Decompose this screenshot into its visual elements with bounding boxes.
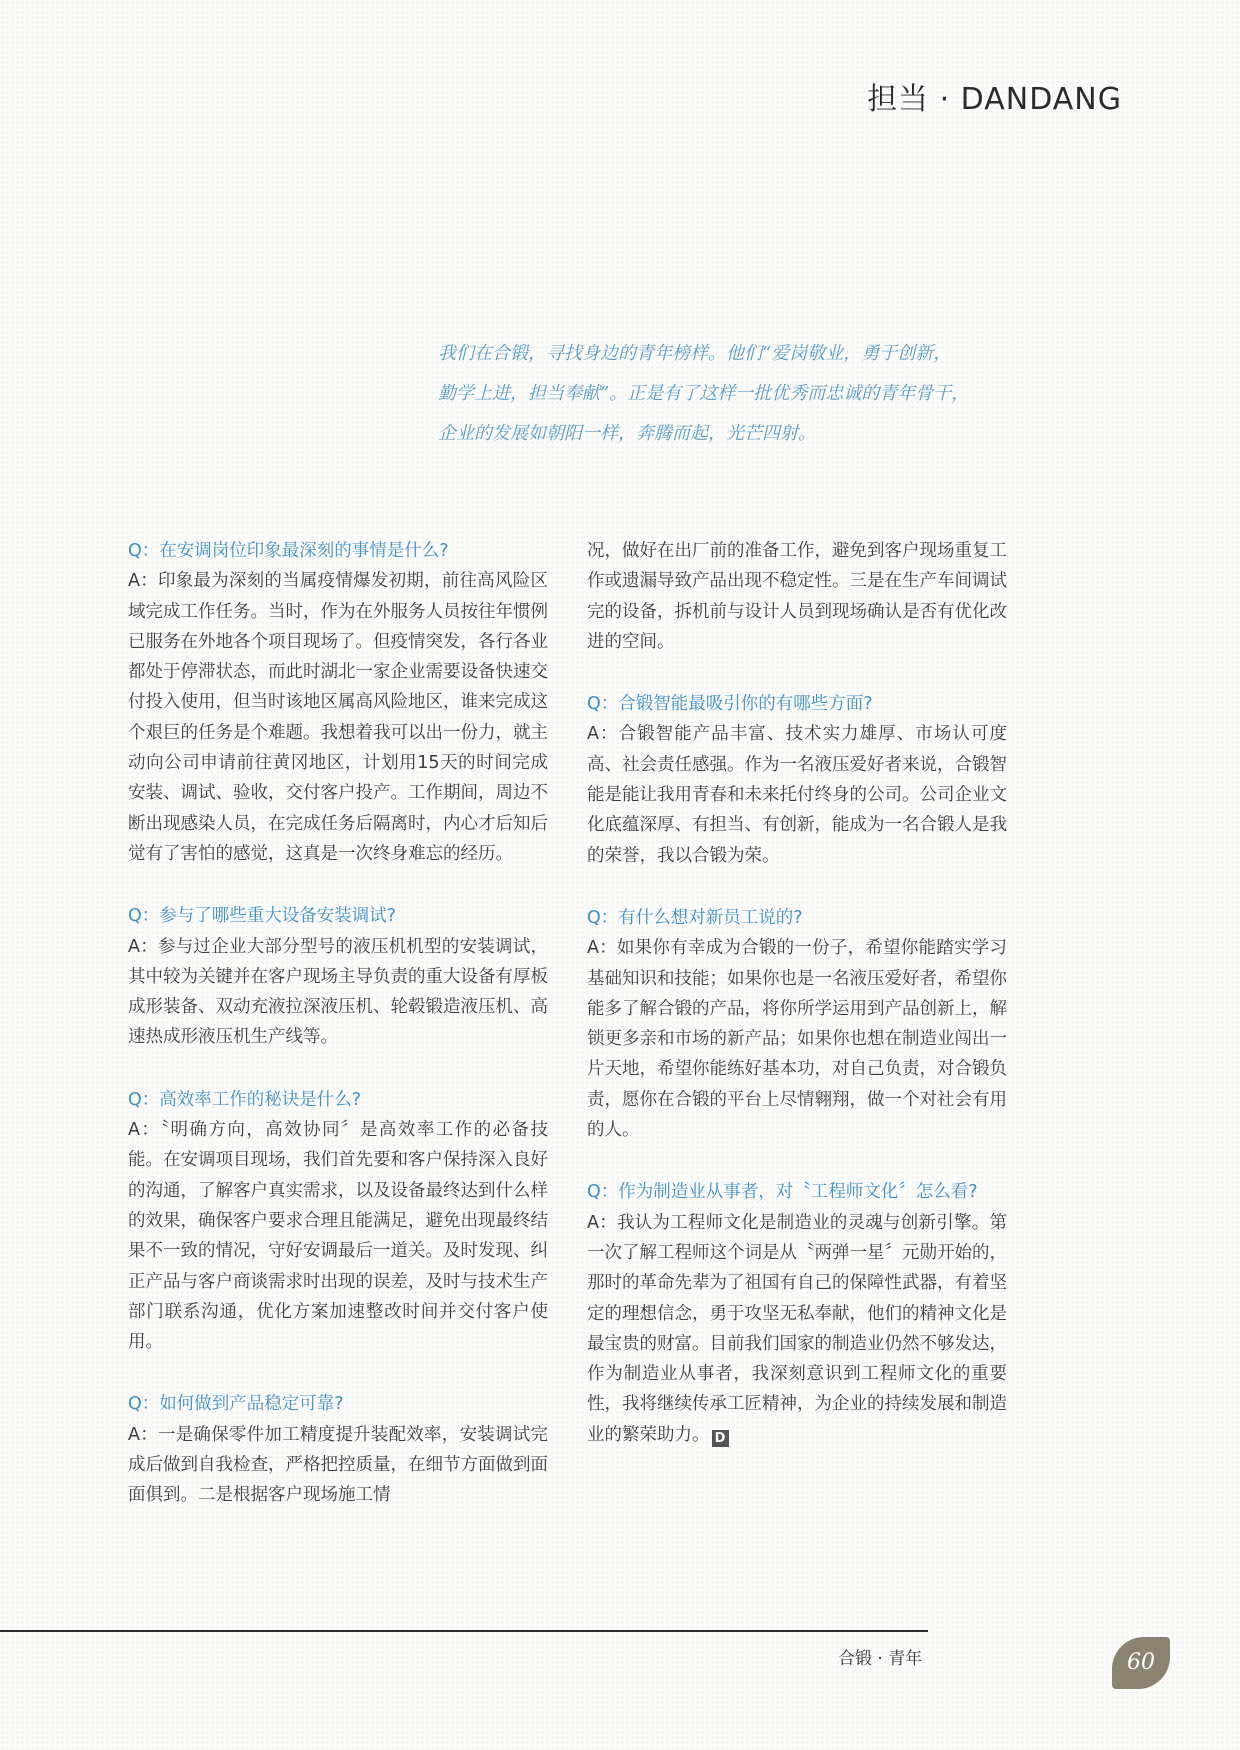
answer xyxy=(587,1208,1007,1450)
question: Q：有什么想对新员工说的? xyxy=(587,907,803,928)
intro-line: 企业的发展如朝阳一样，奔腾而起，光芒四射。 xyxy=(438,423,816,444)
qa-item xyxy=(128,1085,548,1358)
answer: A：如果你有幸成为合锻的一份子，希望你能踏实学习基础知识和技能；如果你也是一名液压爱好者，希望你能多了解合锻的产品，将你所学运用到产品创新上，解锁更多亲和市场的新产品；如果你也想在制造业闯出一片天地，希望你能练好基本功，对自己负责，对合锻负责，愿你在合锻的平台上尽情翱翔，做一个对社会有用的人。 xyxy=(587,938,1007,1141)
intro-line: 我们在合锻，寻找身边的青年榜样。他们“爱岗敬业，勇于创新， xyxy=(438,343,952,364)
qa-item xyxy=(128,536,548,869)
qa-item xyxy=(587,689,1007,871)
intro-line: 勤学上进，担当奉献”。正是有了这样一批优秀而忠诚的青年骨干， xyxy=(438,383,970,404)
answer: A：参与过企业大部分型号的液压机机型的安装调试，其中较为关键并在客户现场主导负责的重大设备有厚板成形装备、双动充液拉深液压机、轮毂锻造液压机、高速热成形液压机生产线等。 xyxy=(128,936,548,1048)
qa-item xyxy=(128,1389,548,1510)
intro-text xyxy=(438,334,1078,454)
question: Q：作为制造业从事者，对〝工程师文化〞怎么看? xyxy=(587,1182,978,1203)
qa-item xyxy=(128,901,548,1052)
question: Q：参与了哪些重大设备安装调试? xyxy=(128,906,397,927)
question: Q：如何做到产品稳定可靠? xyxy=(128,1394,344,1415)
question: Q：在安调岗位印象最深刻的事情是什么? xyxy=(128,541,449,561)
section-title: 担当 · DANDANG xyxy=(867,82,1122,117)
qa-item xyxy=(587,903,1007,1145)
answer: A：〝明确方向，高效协同〞是高效率工作的必备技能。在安调项目现场，我们首先要和客户保持深入良好的沟通，了解客户真实需求，以及设备最终达到什么样的效果，确保客户要求合理且能满足，避免出现最终结果不一致的情况，守好安调最后一道关。及时发现、纠正产品与客户商谈需求时出现的误差，及时与技术生产部门联系沟通，优化方案加速整改时间并交付客户使用。 xyxy=(128,1120,548,1353)
right-column xyxy=(587,536,1007,1482)
end-mark-icon: D xyxy=(712,1430,729,1447)
magazine-name: 合锻 · 青年 xyxy=(838,1649,923,1669)
question: Q：高效率工作的秘诀是什么? xyxy=(128,1089,362,1110)
page-number: 60 xyxy=(1112,1637,1170,1689)
answer: A：印象最为深刻的当属疫情爆发初期，前往高风险区域完成工作任务。当时，作为在外服务人员按往年惯例已服务在外地各个项目现场了。但疫情突发，各行各业都处于停滞状态，而此时湖北一家企业需要设备快速交付投入使用，但当时该地区属高风险地区，谁来完成这个艰巨的任务是个难题。我想着我可以出一份力，就主动向公司申请前往黄冈地区，计划用15天的时间完成安装、调试、验收，交付客户投产。工作期间，周边不断出现感染人员，在完成任务后隔离时，内心才后知后觉有了害怕的感觉，这真是一次终身难忘的经历。 xyxy=(128,571,548,864)
answer: A：一是确保零件加工精度提升装配效率，安装调试完成后做到自我检查，严格把控质量，在细节方面做到面面俱到。二是根据客户现场施工情 xyxy=(128,1424,548,1506)
answer-continued: 况，做好在出厂前的准备工作，避免到客户现场重复工作或遗漏导致产品出现不稳定性。三是在生产车间调试完的设备，拆机前与设计人员到现场确认是否有优化改进的空间。 xyxy=(587,541,1007,652)
question: Q：合锻智能最吸引你的有哪些方面? xyxy=(587,694,873,715)
footer-divider xyxy=(0,1630,928,1632)
qa-item xyxy=(587,1177,1007,1450)
answer-text: A：我认为工程师文化是制造业的灵魂与创新引擎。第一次了解工程师这个词是从〝两弹一星〞元勋开始的，那时的革命先辈为了祖国有自己的保障性武器，有着坚定的理想信念，勇于攻坚无私奉献，他们的精神文化是最宝贵的财富。目前我们国家的制造业仍然不够发达，作为制造业从事者，我深刻意识到工程师文化的重要性，我将继续传承工匠精神，为企业的持续发展和制造业的繁荣助力。 xyxy=(587,1212,1007,1445)
answer: A：合锻智能产品丰富、技术实力雄厚、市场认可度高、社会责任感强。作为一名液压爱好者来说，合锻智能是能让我用青春和未来托付终身的公司。公司企业文化底蕴深厚、有担当、有创新，能成为一名合锻人是我的荣誉，我以合锻为荣。 xyxy=(587,724,1007,866)
left-column xyxy=(128,536,548,1543)
